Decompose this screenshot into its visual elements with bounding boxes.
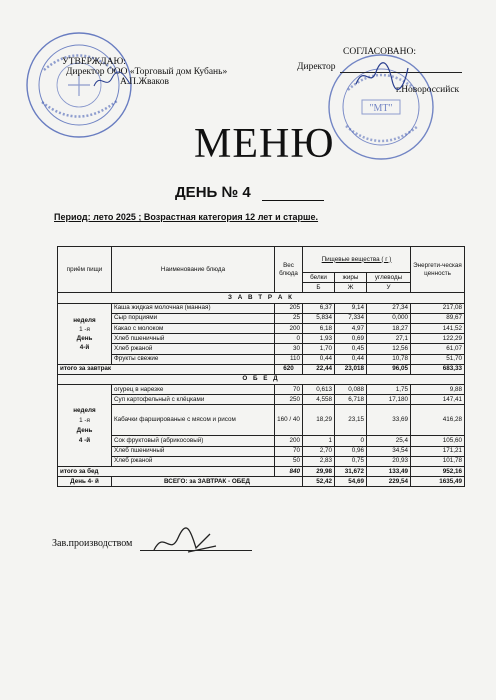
footer-signature xyxy=(150,526,220,560)
document-title: МЕНЮ xyxy=(194,121,335,167)
approve-position: Директор ООО «Торговый дом Кубань» xyxy=(66,67,228,77)
col-fat-short: Ж xyxy=(335,283,367,293)
table-row: Хлеб пшеничный 0 1,93 0,69 27,1 122,29 xyxy=(58,334,465,344)
col-protein: белки xyxy=(303,273,335,283)
table-row: Хлеб ржаной 30 1,70 0,45 12,56 61,07 xyxy=(58,344,465,354)
day-underline xyxy=(262,200,324,201)
section-breakfast: З А В Т Р А К xyxy=(58,293,465,303)
col-protein-short: Б xyxy=(303,283,335,293)
lunch-group: неделя 1 -я День 4 -й xyxy=(58,385,112,467)
section-lunch: О Б Е Д xyxy=(58,374,465,384)
table-row: Фрукты свежие 110 0,44 0,44 10,78 51,70 xyxy=(58,354,465,364)
table-row: неделя 1 -я День 4-й Каша жидкая молочная (манная) 205 6,37 9,14 27,34 217,08 xyxy=(58,303,465,313)
col-fat: жиры xyxy=(335,273,367,283)
menu-table xyxy=(57,246,465,487)
day-total-row: День 4- й ВСЕГО: за ЗАВТРАК - ОБЕД 52,42 54,69 229,54 1635,49 xyxy=(58,477,465,487)
table-row: Кабачки фаршированые с мясом и рисом 160 / 40 18,29 23,15 33,69 416,28 xyxy=(58,405,465,436)
breakfast-total-row: итого за завтрак 620 22,44 23,018 96,05 683,33 xyxy=(58,364,465,374)
svg-text:"МТ": "МТ" xyxy=(369,103,393,114)
table-row: неделя 1 -я День 4 -й огурец в нарезке 70 0,613 0,088 1,75 9,88 xyxy=(58,385,465,395)
table-row: Какао с молоком 200 6,18 4,97 18,27 141,52 xyxy=(58,323,465,333)
day-label: ДЕНЬ № 4 xyxy=(175,184,251,201)
col-weight: Вес блюда xyxy=(275,247,303,293)
table-row: Суп картофельный с клёцками 250 4,558 6,718 17,180 147,41 xyxy=(58,395,465,405)
col-dish: Наименование блюда xyxy=(112,247,275,293)
agree-signature xyxy=(352,58,412,94)
table-row: Сок фруктовый (абрикосовый) 200 1 0 25,4 105,60 xyxy=(58,436,465,446)
approve-signer: А.П.Жваков xyxy=(120,77,169,87)
col-carbs-short: У xyxy=(367,283,411,293)
breakfast-group: неделя 1 -я День 4-й xyxy=(58,303,112,364)
approve-signature xyxy=(92,70,132,92)
col-carbs: углеводы xyxy=(367,273,411,283)
table-row: Хлеб пшеничный 70 2,70 0,96 34,54 171,21 xyxy=(58,446,465,456)
period-line: Период: лето 2025 ; Возрастная категория 12 лет и старше. xyxy=(54,212,319,222)
agree-city: г.Новороссийск xyxy=(396,85,460,95)
agree-position: Директор xyxy=(297,62,336,72)
approve-title: УТВЕРЖДАЮ: xyxy=(62,57,126,67)
col-meal: приём пищи xyxy=(58,247,112,293)
agree-title: СОГЛАСОВАНО: xyxy=(343,47,416,57)
table-row: Сыр порциями 25 5,834 7,334 0,000 89,67 xyxy=(58,313,465,323)
table-row: Хлеб ржаной 50 2,83 0,75 20,93 101,78 xyxy=(58,456,465,466)
col-energy: Энергети-ческая ценность xyxy=(411,247,465,293)
footer-signature-label: Зав.производством xyxy=(52,538,133,549)
col-nutrients: Пищевые вещества ( г ) xyxy=(303,247,411,273)
lunch-total-row: итого за бед 840 29,98 31,672 133,49 952,16 xyxy=(58,467,465,477)
